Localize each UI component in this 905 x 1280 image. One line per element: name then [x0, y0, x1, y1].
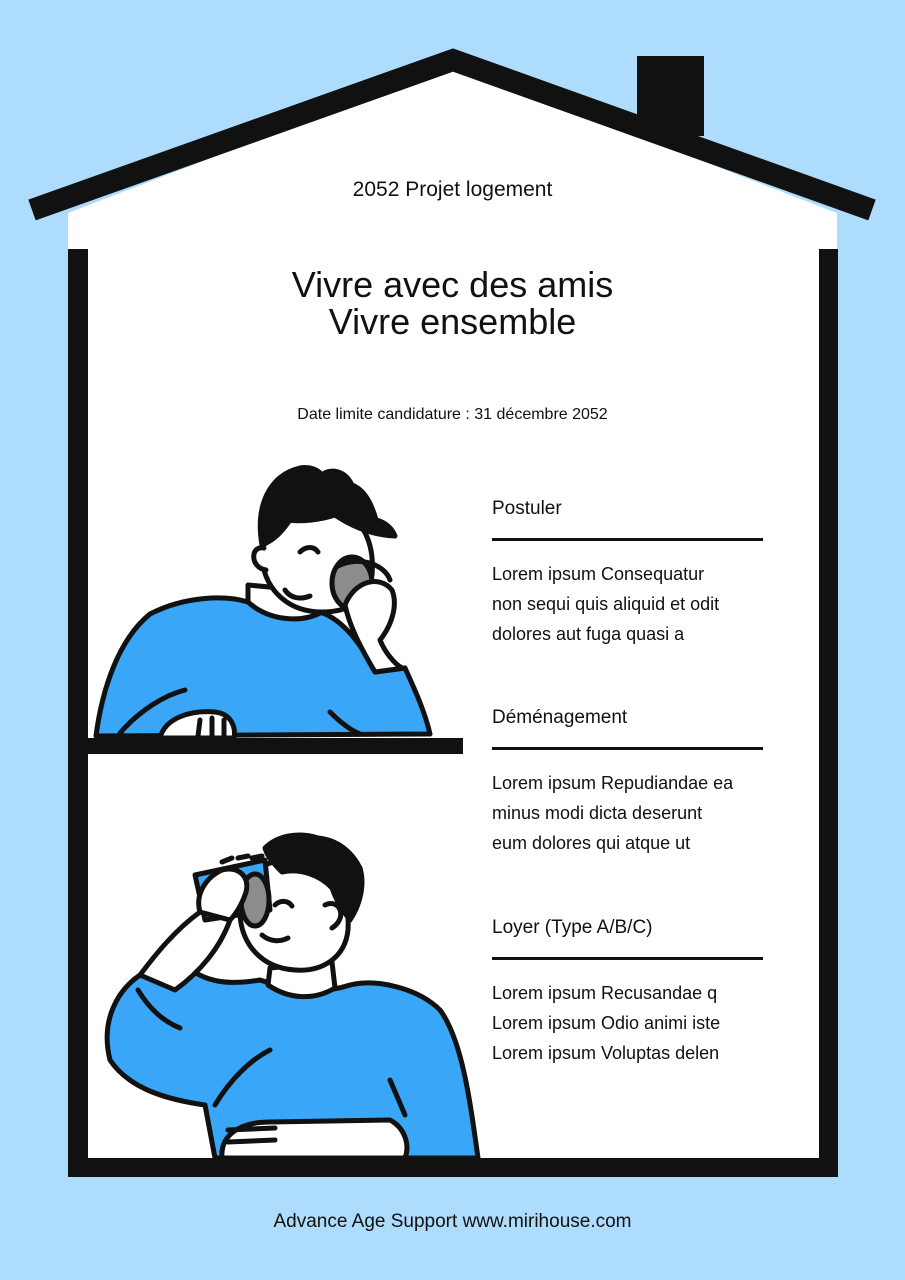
section-body — [492, 768, 767, 858]
section-postuler — [492, 494, 767, 649]
section-heading: Déménagement — [492, 707, 628, 728]
house-wall-right — [819, 249, 838, 1169]
section-line: Lorem ipsum Repudiandae ea — [492, 773, 734, 793]
section-loyer — [492, 913, 767, 1068]
section-body — [492, 559, 767, 649]
footer-text: Advance Age Support www.mirihouse.com — [273, 1211, 632, 1232]
section-line: Lorem ipsum Consequatur — [492, 564, 705, 584]
house-floor — [68, 1158, 838, 1177]
title-line-2: Vivre ensemble — [328, 301, 577, 342]
section-line: Lorem ipsum Recusandae q — [492, 983, 718, 1003]
floor-divider — [88, 738, 463, 754]
section-body — [492, 978, 767, 1068]
section-line: Lorem ipsum Odio animi iste — [492, 1013, 721, 1033]
project-eyebrow: 2052 Projet logement — [352, 178, 553, 201]
section-divider — [492, 957, 763, 960]
title-line-1: Vivre avec des amis — [291, 264, 614, 305]
section-line: minus modi dicta deserunt — [492, 803, 703, 823]
section-line: dolores aut fuga quasi a — [492, 624, 685, 644]
house-wall-left — [68, 249, 88, 1169]
deadline-text: Date limite candidature : 31 décembre 2052 — [297, 406, 608, 423]
section-demenagement — [492, 703, 767, 858]
upper-ear — [254, 548, 266, 570]
section-line: Lorem ipsum Voluptas delen — [492, 1043, 720, 1063]
section-line: non sequi quis aliquid et odit — [492, 594, 720, 614]
page-title — [0, 266, 905, 340]
section-heading: Loyer (Type A/B/C) — [492, 917, 653, 938]
section-line: eum dolores qui atque ut — [492, 833, 691, 853]
section-divider — [492, 538, 763, 541]
section-heading: Postuler — [492, 498, 562, 519]
section-divider — [492, 747, 763, 750]
